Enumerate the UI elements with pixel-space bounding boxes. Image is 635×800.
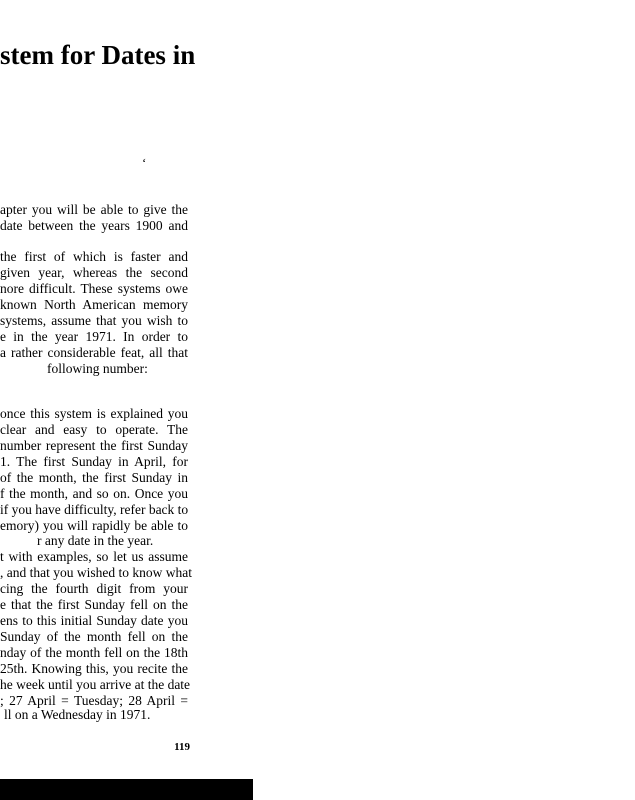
page-number: 119 <box>174 741 190 753</box>
text-line: systems, assume that you wish to <box>0 313 188 328</box>
text-line: Sunday of the month fell on the <box>0 629 188 644</box>
text-line: , and that you wished to know what <box>0 565 192 580</box>
text-line: number represent the first Sunday <box>0 438 188 453</box>
text-line: e that the first Sunday fell on the <box>0 597 188 612</box>
text-line: a rather considerable feat, all that <box>0 345 188 360</box>
text-line: 25th. Knowing this, you recite the <box>0 661 188 676</box>
text-line: known North American memory <box>0 297 188 312</box>
text-line: the first of which is faster and <box>0 249 188 264</box>
text-line: r any date in the year. <box>37 533 154 548</box>
text-line: 1. The first Sunday in April, for <box>0 454 188 469</box>
text-line: given year, whereas the second <box>0 265 188 280</box>
text-line: once this system is explained you <box>0 406 188 421</box>
chapter-title: stem for Dates in <box>0 40 196 70</box>
text-line: f the month, and so on. Once you <box>0 486 188 501</box>
text-line: cing the fourth digit from your <box>0 581 188 596</box>
text-line: e in the year 1971. In order to <box>0 329 188 344</box>
stray-mark: ‘ <box>142 155 147 170</box>
text-line: apter you will be able to give the <box>0 202 188 217</box>
text-line: following number: <box>47 361 148 376</box>
text-line: clear and easy to operate. The <box>0 422 188 437</box>
text-line: date between the years 1900 and <box>0 218 188 233</box>
text-line: ll on a Wednesday in 1971. <box>4 707 151 722</box>
text-line: he week until you arrive at the date <box>0 677 191 692</box>
text-line: of the month, the first Sunday in <box>0 470 188 485</box>
text-line: t with examples, so let us assume <box>0 549 188 564</box>
text-line: nday of the month fell on the 18th <box>0 645 188 660</box>
text-line: nore difficult. These systems owe <box>0 281 188 296</box>
text-line: ens to this initial Sunday date you <box>0 613 188 628</box>
text-line: emory) you will rapidly be able to <box>0 518 188 533</box>
text-line: if you have difficulty, refer back to <box>0 502 189 517</box>
scan-edge-bar <box>0 779 253 800</box>
text-line: ; 27 April = Tuesday; 28 April = <box>0 693 188 708</box>
